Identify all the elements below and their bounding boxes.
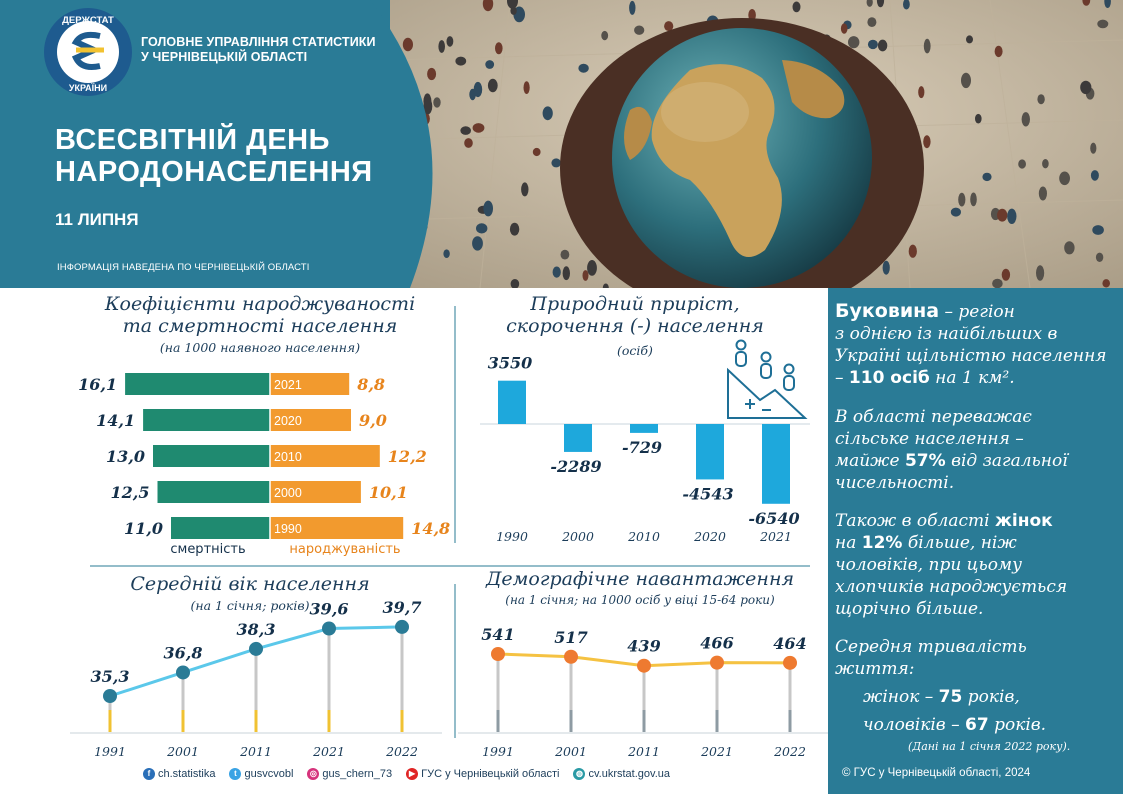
fact-gender-text-b: на — [835, 533, 862, 553]
crowd-person — [961, 73, 971, 88]
median-age-marker — [395, 620, 409, 634]
fact-gender-text-a: Також в області — [835, 511, 995, 531]
year-label: 2000 — [274, 486, 302, 500]
birth-death-chart-subtitle: (на 1000 наявного населення) — [159, 340, 361, 355]
social-link-text: ГУС у Чернівецькій області — [421, 768, 560, 780]
page-title — [55, 124, 373, 188]
fact-life-women-unit: років, — [962, 687, 1020, 707]
social-link[interactable] — [573, 768, 670, 780]
year-tick: 2021 — [701, 744, 733, 759]
median-age-value: 39,7 — [382, 597, 422, 617]
crowd-person — [474, 82, 483, 97]
copyright: © ГУС у Чернівецькій області, 2024 — [842, 767, 1031, 779]
crowd-person — [924, 39, 931, 54]
dependency-marker — [637, 659, 651, 673]
crowd-person — [1097, 20, 1108, 29]
natural-growth-chart — [480, 354, 810, 544]
median-age-value: 38,3 — [236, 619, 276, 639]
year-tick: 2011 — [628, 744, 660, 759]
natural-growth-bar — [564, 424, 592, 452]
info-note: ІНФОРМАЦІЯ НАВЕДЕНА ПО ЧЕРНІВЕЦЬКІЙ ОБЛАСТІ — [57, 262, 310, 273]
median-age-chart-title: Середній вік населення — [130, 573, 370, 595]
dependency-marker — [710, 656, 724, 670]
natural-growth-bar — [630, 424, 658, 433]
death-rate-bar — [125, 373, 270, 395]
fact-life-women-value: 75 — [938, 687, 963, 707]
legend-death: смертність — [170, 542, 246, 557]
crowd-person — [1064, 241, 1074, 254]
crowd-person — [561, 250, 570, 260]
year-tick: 1991 — [482, 744, 514, 759]
birth-death-chart — [78, 365, 450, 557]
youtube-icon: ▶ — [406, 768, 418, 780]
birth-death-title-line-2: та смертності населення — [122, 315, 398, 337]
dependency-value: 464 — [773, 633, 807, 653]
dependency-marker — [783, 656, 797, 670]
fact-rural-line-1: В області переважає — [835, 407, 1032, 427]
crowd-person — [583, 270, 589, 281]
fact-gender-line-4: хлопчиків народжується — [835, 577, 1068, 597]
crowd-person — [951, 208, 961, 217]
birth-rate-label: 14,8 — [411, 519, 451, 538]
crowd-person — [992, 279, 1003, 288]
fact-density-dash: – — [835, 368, 849, 388]
crowd-person — [966, 35, 973, 43]
median-age-marker — [249, 642, 263, 656]
crowd-person — [510, 223, 519, 236]
organization-name — [141, 35, 376, 65]
facts-panel — [828, 288, 1123, 794]
title-line-1: ВСЕСВІТНІЙ ДЕНЬ — [55, 124, 330, 156]
natural-growth-title-line-2: скорочення (-) населення — [506, 315, 764, 337]
crowd-person — [587, 260, 597, 276]
crowd-person — [634, 26, 644, 35]
median-age-marker — [103, 689, 117, 703]
fact-density — [835, 300, 1107, 389]
death-rate-label: 13,0 — [106, 447, 145, 466]
crowd-person — [563, 266, 570, 280]
crowd-person — [1042, 159, 1049, 168]
natural-growth-value: -4543 — [682, 484, 734, 504]
social-link[interactable] — [229, 768, 293, 780]
year-tick: 1991 — [94, 744, 126, 759]
crowd-person — [1096, 253, 1103, 262]
dependency-chart — [458, 625, 828, 759]
natural-growth-bar — [696, 424, 724, 479]
charts-canvas — [0, 288, 828, 794]
header-banner — [0, 0, 1123, 288]
death-rate-bar — [158, 481, 271, 503]
facebook-icon: f — [143, 768, 155, 780]
median-age-value: 35,3 — [90, 667, 130, 686]
crowd-person — [553, 267, 561, 278]
crowd-person — [1092, 225, 1104, 235]
event-date: 11 ЛИПНЯ — [55, 210, 139, 229]
crowd-person — [975, 114, 982, 124]
year-tick: 1990 — [496, 529, 528, 544]
fact-rural-line-4: чисельності. — [835, 473, 955, 493]
year-label: 2020 — [274, 414, 302, 428]
median-age-marker — [322, 621, 336, 635]
logo-text-top: ДЕРЖСТАТ — [62, 15, 114, 26]
header-panel — [0, 0, 470, 288]
fact-density-line-2: з однією із найбільших в — [835, 324, 1058, 344]
crowd-person — [1091, 170, 1099, 181]
fact-life-men-unit: років. — [988, 715, 1047, 735]
crowd-person — [533, 148, 541, 156]
crowd-person — [1018, 159, 1026, 168]
fact-gender-line-3: чоловіків, при цьому — [835, 555, 1022, 575]
death-rate-bar — [143, 409, 270, 431]
crowd-person — [543, 106, 553, 120]
fact-rural-line-2: сільське населення – — [835, 429, 1024, 449]
crowd-person — [1039, 187, 1047, 201]
twitter-icon: t — [229, 768, 241, 780]
fact-gender-value: 12% — [861, 533, 903, 553]
fact-region-name: Буковина — [835, 300, 940, 322]
social-link[interactable] — [143, 768, 215, 780]
median-age-chart-subtitle: (на 1 січня; років) — [190, 598, 310, 613]
fact-life-women-label: жінок – — [863, 687, 939, 707]
fact-rural-text-b: від загальної — [945, 451, 1068, 471]
crowd-person — [521, 182, 528, 196]
dependency-value: 541 — [481, 625, 515, 644]
social-link-text: cv.ukrstat.gov.ua — [588, 768, 671, 780]
crowd-person — [793, 2, 801, 13]
social-link-text: gus_chern_73 — [322, 768, 393, 780]
birth-rate-label: 8,8 — [357, 375, 386, 394]
crowd-person — [868, 40, 878, 49]
year-label: 2021 — [274, 378, 302, 392]
crowd-person — [995, 46, 1003, 57]
year-tick: 2000 — [562, 529, 594, 544]
fact-gender-women: жінок — [994, 511, 1053, 531]
natural-growth-value: -6540 — [748, 508, 800, 528]
birth-rate-label: 9,0 — [359, 411, 387, 430]
year-tick: 2001 — [167, 744, 199, 759]
crowd-person — [629, 1, 635, 15]
title-line-2: НАРОДОНАСЕЛЕННЯ — [55, 156, 373, 188]
crowd-person — [473, 123, 485, 133]
crowd-person — [841, 23, 848, 33]
population-growth-icon — [728, 341, 805, 419]
crowd-person — [878, 40, 887, 52]
year-tick: 2021 — [760, 529, 792, 544]
year-tick: 2021 — [313, 744, 345, 759]
crowd-person — [1090, 143, 1096, 154]
median-age-marker — [176, 665, 190, 679]
crowd-person — [485, 60, 494, 69]
median-age-value: 39,6 — [309, 599, 349, 619]
year-tick: 2001 — [555, 744, 587, 759]
crowd-person — [867, 17, 876, 27]
crowd-person — [1037, 94, 1044, 104]
social-link-text: ch.statistika — [158, 768, 216, 780]
fact-density-line-3: Україні щільністю населення — [835, 346, 1107, 366]
instagram-icon: ◎ — [307, 768, 319, 780]
fact-life-men-label: чоловіків – — [863, 715, 965, 735]
dependency-value: 439 — [627, 636, 661, 656]
crowd-person — [495, 42, 503, 54]
crowd-person — [1022, 112, 1030, 126]
natural-growth-title-line-1: Природний приріст, — [530, 293, 740, 315]
fact-density-value: 110 осіб — [848, 368, 930, 388]
globe-icon: ◍ — [573, 768, 585, 780]
logo-text-bottom: УКРАЇНИ — [68, 83, 108, 93]
crowd-person — [1002, 269, 1010, 281]
social-links — [143, 768, 670, 780]
globe-crowd-photo — [390, 0, 1123, 288]
derzhstat-logo — [42, 6, 134, 98]
crowd-person — [476, 223, 487, 233]
birth-rate-label: 12,2 — [387, 447, 427, 466]
crowd-person — [918, 86, 924, 98]
crowd-person — [524, 81, 530, 94]
fact-life-line-2: життя: — [835, 659, 915, 679]
fact-gender-line-5: щорічно більше. — [835, 599, 984, 619]
fact-rural — [835, 406, 1068, 494]
dependency-marker — [564, 650, 578, 664]
fact-density-unit: на 1 км². — [929, 368, 1015, 388]
death-rate-bar — [171, 517, 270, 539]
crowd-person — [1059, 172, 1070, 186]
year-tick: 2020 — [694, 529, 726, 544]
birth-death-title-line-1: Коефіцієнти народжуваності — [104, 293, 416, 315]
death-rate-label: 14,1 — [96, 411, 136, 430]
year-label: 1990 — [274, 522, 302, 536]
crowd-person — [923, 135, 930, 148]
birth-rate-label: 10,1 — [368, 483, 408, 502]
fact-rural-text-a: майже — [835, 451, 905, 471]
crowd-person — [601, 31, 608, 40]
crowd-person — [488, 79, 498, 93]
social-link[interactable] — [307, 768, 392, 780]
fact-life-line-1: Середня тривалість — [835, 637, 1027, 657]
year-tick: 2010 — [628, 529, 660, 544]
fact-density-text-a: – регіон — [939, 302, 1015, 322]
dependency-marker — [491, 647, 505, 661]
fact-life-expectancy — [835, 636, 1046, 736]
natural-growth-value: -2289 — [550, 456, 602, 476]
fact-life-men-value: 67 — [965, 715, 989, 735]
social-link-text: gusvcvobl — [244, 768, 294, 780]
dependency-chart-title: Демографічне навантаження — [485, 568, 795, 590]
legend-birth: народжуваність — [289, 542, 401, 557]
crowd-person — [909, 245, 917, 258]
death-rate-label: 11,0 — [124, 519, 163, 538]
fact-note: (Дані на 1 січня 2022 року). — [908, 740, 1071, 753]
natural-growth-bar — [762, 424, 790, 504]
year-tick: 2011 — [240, 744, 272, 759]
crowd-person — [483, 201, 493, 217]
fact-gender — [835, 510, 1067, 620]
crowd-person — [883, 261, 890, 275]
crowd-person — [1080, 81, 1091, 94]
natural-growth-value: -729 — [621, 437, 663, 457]
crowd-person — [1036, 265, 1044, 281]
crowd-person — [970, 193, 977, 207]
year-label: 2010 — [274, 450, 302, 464]
crowd-person — [982, 173, 991, 181]
death-rate-bar — [153, 445, 270, 467]
fact-rural-value: 57% — [904, 451, 946, 471]
median-age-value: 36,8 — [163, 643, 203, 663]
fact-gender-text-c: більше, ніж — [902, 533, 1017, 553]
dependency-chart-subtitle: (на 1 січня; на 1000 осіб у віці 15-64 роки) — [505, 593, 775, 607]
year-tick: 2022 — [386, 744, 418, 759]
death-rate-label: 12,5 — [110, 483, 150, 502]
dependency-value: 517 — [554, 627, 588, 647]
natural-growth-chart-subtitle: (осіб) — [617, 343, 653, 358]
dependency-value: 466 — [700, 633, 734, 653]
year-tick: 2022 — [774, 744, 806, 759]
crowd-person — [997, 209, 1007, 222]
crowd-person — [1007, 209, 1016, 224]
social-link[interactable] — [406, 768, 559, 780]
crowd-person — [551, 158, 561, 167]
crowd-person — [848, 36, 859, 48]
death-rate-label: 16,1 — [78, 375, 118, 394]
natural-growth-bar — [498, 381, 526, 424]
natural-growth-value: 3550 — [487, 353, 533, 373]
crowd-person — [958, 193, 965, 207]
org-line-2: У ЧЕРНІВЕЦЬКІЙ ОБЛАСТІ — [141, 50, 308, 64]
median-age-chart — [70, 598, 442, 759]
org-line-1: ГОЛОВНЕ УПРАВЛІННЯ СТАТИСТИКИ — [141, 35, 376, 49]
crowd-person — [472, 236, 483, 250]
crowd-person — [1102, 279, 1110, 287]
crowd-person — [578, 64, 588, 73]
